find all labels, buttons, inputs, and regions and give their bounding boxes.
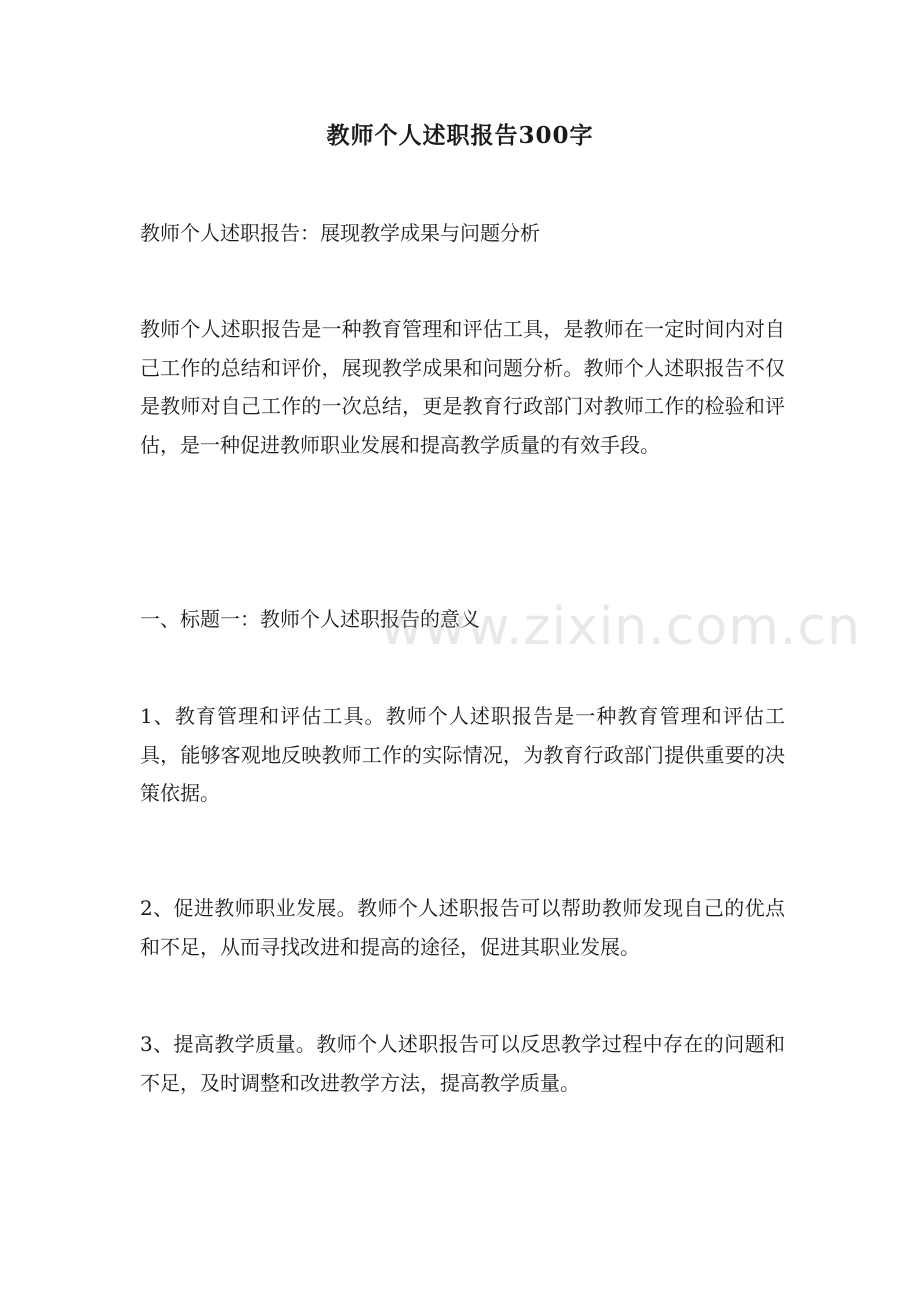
section-heading-1: 一、标题一：教师个人述职报告的意义 [140,607,480,631]
list-item-1: 1、教育管理和评估工具。教师个人述职报告是一种教育管理和评估工具，能够客观地反映教师工作的实际情况，为教育行政部门提供重要的决策依据。 [140,704,785,806]
document-subtitle: 教师个人述职报告：展现教学成果与问题分析 [140,221,540,245]
intro-paragraph: 教师个人述职报告是一种教育管理和评估工具，是教师在一定时间内对自己工作的总结和评价，展现教学成果和问题分析。教师个人述职报告不仅是教师对自己工作的一次总结，更是教育行政部门对教师工作的检验和评估，是一种促进教师职业发展和提高教学质量的有效手段。 [140,317,785,457]
watermark: www.zixin.com.cn [380,597,861,657]
list-item-2: 2、促进教师职业发展。教师个人述职报告可以帮助教师发现自己的优点和不足，从而寻找改进和提高的途径，促进其职业发展。 [140,896,785,959]
list-item-3: 3、提高教学质量。教师个人述职报告可以反思教学过程中存在的问题和不足，及时调整和改进教学方法，提高教学质量。 [140,1032,785,1095]
document-title: 教师个人述职报告300字 [326,122,594,149]
